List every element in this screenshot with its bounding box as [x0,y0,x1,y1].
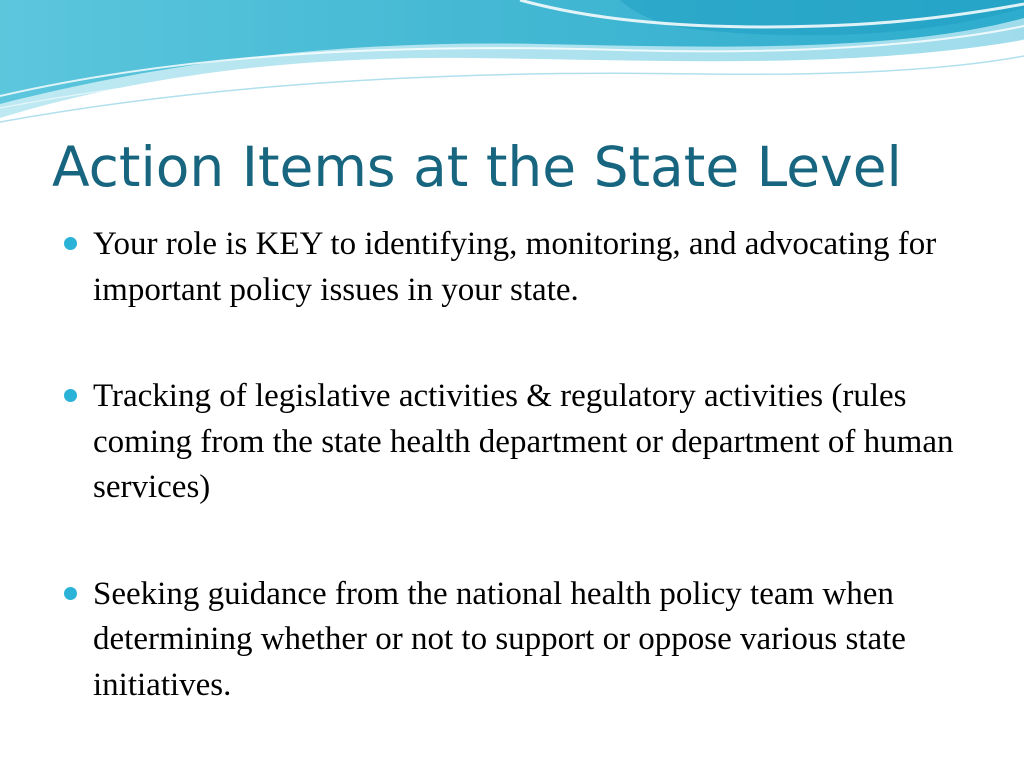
bullet-dot-icon [64,237,77,250]
bullet-item [64,222,974,313]
bullet-item [64,572,974,709]
bullet-item [64,374,974,511]
bullet-dot-icon [64,587,77,600]
bullet-text: Seeking guidance from the national health policy team when determining whether or not to support or oppose various state initiatives. [93,575,906,703]
slide-title: Action Items at the State Level [52,135,902,199]
bullet-dot-icon [64,389,77,402]
header-wave-decoration [0,0,1024,130]
bullet-list [64,222,974,708]
bullet-text: Your role is KEY to identifying, monitoring, and advocating for important policy issues in your state. [93,226,937,308]
bullet-text: Tracking of legislative activities & regulatory activities (rules coming from the state health department or department of human services) [93,378,954,505]
